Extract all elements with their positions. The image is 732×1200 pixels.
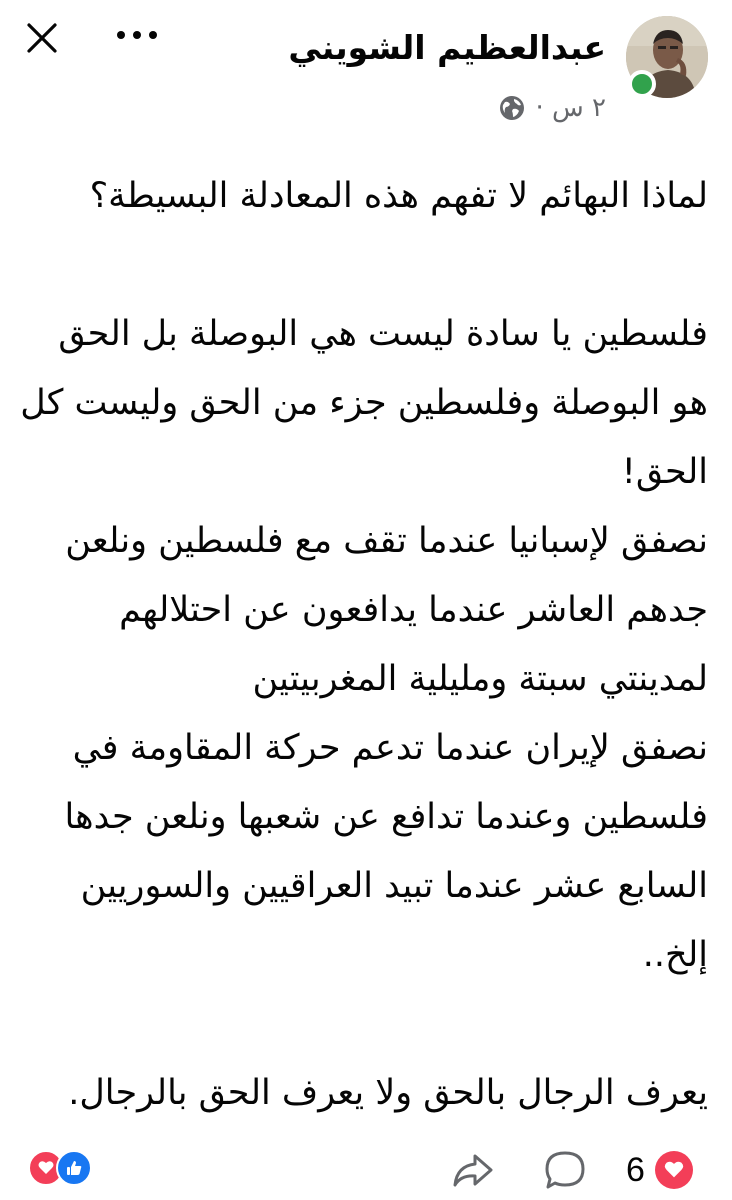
love-icon	[655, 1151, 693, 1189]
online-status-indicator	[628, 70, 656, 98]
post-timestamp[interactable]: ٢ س ·	[535, 93, 606, 123]
like-count-number: 6	[626, 1150, 645, 1189]
post-footer	[0, 1138, 732, 1200]
globe-icon[interactable]	[499, 95, 525, 121]
share-icon	[451, 1150, 495, 1190]
post-header	[0, 0, 732, 140]
more-options-button[interactable]	[112, 20, 162, 50]
author-name[interactable]: عبدالعظيم الشويني	[288, 28, 606, 67]
post-meta	[499, 88, 606, 128]
reaction-summary[interactable]	[28, 1150, 92, 1186]
share-button[interactable]	[448, 1148, 498, 1192]
reaction-count[interactable]	[626, 1148, 693, 1192]
comment-icon	[543, 1149, 587, 1191]
author-avatar[interactable]	[626, 16, 708, 98]
like-icon	[56, 1150, 92, 1186]
more-icon	[115, 29, 159, 41]
post-text: لماذا البهائم لا تفهم هذه المعادلة البسيطة؟ فلسطين يا سادة ليست هي البوصلة بل الحق هو البوصلة وفلسطين جزء من الحق وليست كل الحق! نصفق لإسبانيا عندما تقف مع فلسطين ونلعن جدهم العاشر عندما يدافعون عن احتلالهم لمدينتي سبتة ومليلية المغربيتين نصفق لإيران عندما تدعم حركة المقاومة في فلسطين وعندما تدافع عن شعبها ونلعن جدها السابع عشر عندما تبيد العراقيين والسوريين إلخ.. يعرف الرجال بالحق ولا يعرف الحق بالرجال.	[20, 176, 708, 1113]
close-button[interactable]	[20, 16, 64, 60]
close-icon	[25, 21, 59, 55]
comment-button[interactable]	[540, 1148, 590, 1192]
